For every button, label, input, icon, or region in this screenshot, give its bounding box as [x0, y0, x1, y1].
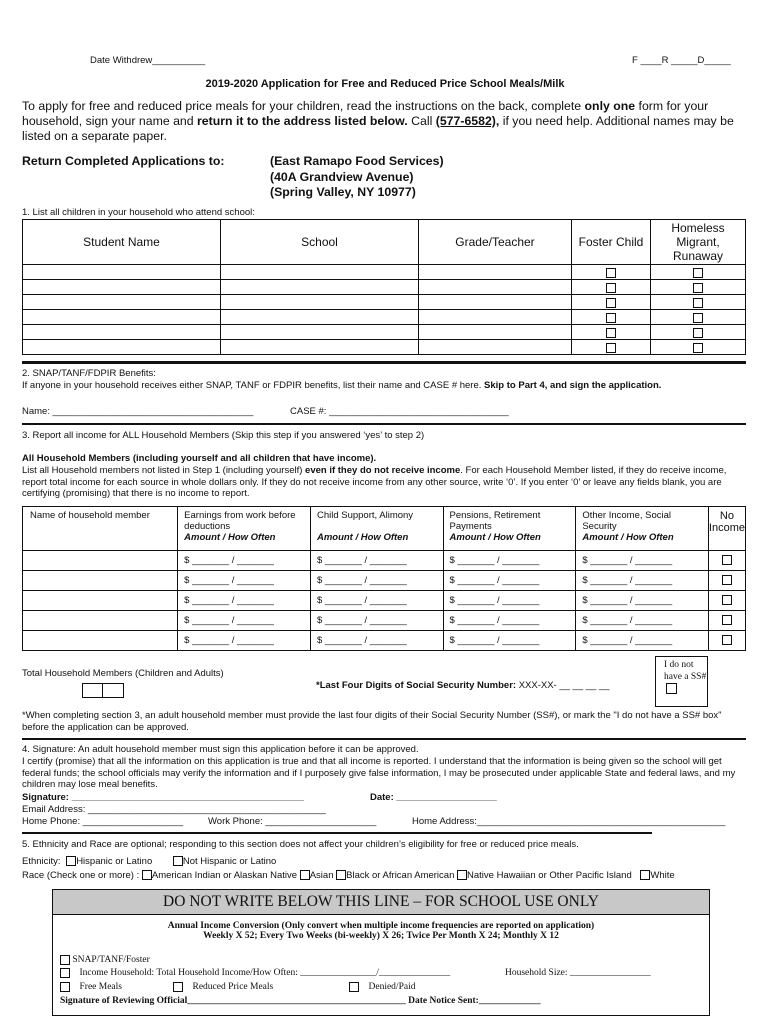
office-use-box: [52, 889, 710, 1016]
income-amount-cell[interactable]: $ _______ / _______: [310, 551, 443, 571]
denied-row: [349, 982, 415, 992]
race-option: American Indian or Alaskan Native: [151, 870, 298, 881]
student-row: [23, 265, 746, 280]
section-divider: [22, 361, 746, 364]
col-member-name: Name of household member: [23, 507, 178, 551]
ssn-value: XXX-XX- __ __ __ __: [516, 680, 610, 691]
income-amount-cell[interactable]: $ _______ / _______: [310, 591, 443, 611]
ethnicity-option: Not Hispanic or Latino: [182, 856, 277, 867]
section-divider: [22, 832, 652, 834]
no-income-cell: [708, 551, 745, 571]
step5-label: 5. Ethnicity and Race are optional; responding to this section does not affect your children’s eligibility for free or reduced price meals.: [22, 839, 579, 850]
col-title: Earnings from work before deductions: [184, 510, 296, 532]
snap-row: [60, 955, 150, 965]
checkbox[interactable]: [457, 870, 467, 880]
conversion-formula: Weekly X 52; Every Two Weeks (bi-weekly) X 26; Twice Per Month X 24; Monthly X 12: [203, 931, 559, 941]
checkbox[interactable]: [606, 328, 616, 338]
return-address-line: (Spring Valley, NY 10977): [270, 185, 416, 199]
col-subtitle: Amount / How Often: [582, 532, 674, 543]
conversion-note: Annual Income Conversion (Only convert when multiple income frequencies are reported on application): [167, 921, 595, 931]
checkbox[interactable]: [60, 968, 70, 978]
ssn-field[interactable]: [316, 680, 610, 691]
income-row: [23, 611, 746, 631]
checkbox[interactable]: [300, 870, 310, 880]
return-address-line: (East Ramapo Food Services): [270, 154, 444, 168]
member-name-cell[interactable]: [23, 611, 178, 631]
section-divider: [22, 738, 746, 740]
no-income-cell: [708, 611, 745, 631]
income-household-label: Income Household: Total Household Income/How Often: ________________/_______________: [79, 968, 451, 979]
grade-teacher-cell[interactable]: [419, 280, 572, 295]
grade-teacher-cell[interactable]: [419, 340, 572, 355]
student-row: [23, 310, 746, 325]
office-use-banner: DO NOT WRITE BELOW THIS LINE – FOR SCHOOL USE ONLY: [53, 890, 709, 915]
checkbox[interactable]: [640, 870, 650, 880]
checkbox[interactable]: [693, 268, 703, 278]
col-title: Other Income, Social Security: [582, 510, 672, 532]
checkbox[interactable]: [693, 343, 703, 353]
student-row: [23, 280, 746, 295]
reviewing-official-field[interactable]: Signature of Reviewing Official______________________________________________ Date Notice Sent:_____________: [60, 996, 541, 1006]
race-label: Race (Check one or more) :: [22, 870, 140, 881]
member-name-cell[interactable]: [23, 591, 178, 611]
step3-text: List all Household members not listed in Step 1 (including yourself): [22, 465, 306, 476]
checkbox[interactable]: [722, 595, 732, 605]
ethnicity-label: Ethnicity:: [22, 856, 61, 867]
no-ssn-label: I do not have a SS#: [664, 660, 707, 682]
no-ssn-checkbox[interactable]: [666, 683, 677, 694]
step1-label: 1. List all children in your household who attend school:: [22, 207, 255, 218]
grade-teacher-cell[interactable]: [419, 265, 572, 280]
col-pensions: [443, 507, 576, 551]
work-phone-field[interactable]: Work Phone: _____________________: [208, 816, 377, 827]
checkbox[interactable]: [66, 856, 76, 866]
race-option: Black or African American: [346, 870, 455, 881]
return-label: Return Completed Applications to:: [22, 154, 225, 168]
member-name-cell[interactable]: [23, 551, 178, 571]
col-earnings: [178, 507, 311, 551]
foster-cell: [572, 325, 651, 340]
intro-paragraph: [22, 99, 748, 144]
foster-cell: [572, 310, 651, 325]
member-name-cell[interactable]: [23, 631, 178, 651]
col-foster-child: Foster Child: [572, 220, 651, 265]
checkbox[interactable]: [606, 343, 616, 353]
step2-text: [22, 380, 661, 391]
step3-instructions: [22, 465, 748, 500]
col-homeless: Homeless Migrant, Runaway: [651, 220, 746, 265]
intro-text: form for your household, sign your name and: [22, 99, 709, 128]
school-cell[interactable]: [221, 295, 419, 310]
income-row: [23, 631, 746, 651]
school-cell[interactable]: [221, 280, 419, 295]
checkbox[interactable]: [336, 870, 346, 880]
ssn-footnote: *When completing section 3, an adult household member must provide the last four digits of their Social Security Number (SS#), or mark the "I do not have a SS# box" before the application can be approved.: [22, 710, 722, 733]
ethnicity-option: Hispanic or Latino: [76, 856, 153, 867]
income-amount-cell[interactable]: $ _______ / _______: [310, 631, 443, 651]
homeless-cell: [651, 295, 746, 310]
intro-text: To apply for free and reduced price meals for your children, read the instructions on the back, complete: [22, 99, 585, 113]
income-row: [23, 571, 746, 591]
income-household-row: [60, 968, 450, 978]
students-body: [23, 265, 746, 355]
income-amount-cell[interactable]: $ _______ / _______: [178, 591, 311, 611]
income-row: [23, 591, 746, 611]
students-table: [22, 219, 746, 355]
intro-bold-text: only one: [584, 99, 636, 113]
intro-bold-text: return it to the address listed below.: [197, 114, 408, 128]
checkbox[interactable]: [606, 283, 616, 293]
date-field[interactable]: Date: ___________________: [370, 792, 497, 803]
step4-label: 4. Signature: An adult household member must sign this application before it can be approved.: [22, 744, 419, 755]
checkbox[interactable]: [173, 856, 183, 866]
income-amount-cell[interactable]: $ _______ / _______: [576, 631, 709, 651]
checkbox[interactable]: [722, 575, 732, 585]
homeless-cell: [651, 325, 746, 340]
step2-skip-note: Skip to Part 4, and sign the application.: [484, 380, 662, 391]
income-amount-cell[interactable]: $ _______ / _______: [443, 611, 576, 631]
income-amount-cell[interactable]: $ _______ / _______: [310, 571, 443, 591]
checkbox[interactable]: [349, 982, 359, 992]
race-row: [22, 870, 675, 881]
no-income-cell: [708, 591, 745, 611]
homeless-cell: [651, 280, 746, 295]
foster-cell: [572, 280, 651, 295]
section-divider: [22, 423, 746, 425]
income-header-row: [23, 507, 746, 551]
help-phone-number: (577-6582),: [435, 114, 500, 128]
col-other-income: [576, 507, 709, 551]
student-row: [23, 340, 746, 355]
checkbox[interactable]: [606, 313, 616, 323]
student-row: [23, 295, 746, 310]
income-amount-cell[interactable]: $ _______ / _______: [576, 571, 709, 591]
col-subtitle: Amount / How Often: [316, 532, 409, 543]
checkbox[interactable]: [606, 268, 616, 278]
checkbox[interactable]: [693, 298, 703, 308]
col-title: Pensions, Retirement Payments: [449, 510, 541, 532]
checkbox[interactable]: [693, 328, 703, 338]
col-subtitle: Amount / How Often: [449, 532, 541, 543]
student-name-cell[interactable]: [23, 295, 221, 310]
member-name-cell[interactable]: [23, 571, 178, 591]
checkbox[interactable]: [693, 313, 703, 323]
home-phone-field[interactable]: Home Phone: ___________________: [22, 816, 184, 827]
return-address-line: (40A Grandview Avenue): [270, 169, 414, 184]
foster-cell: [572, 295, 651, 310]
ssn-label: *Last Four Digits of Social Security Number:: [316, 680, 517, 691]
snap-case-field[interactable]: CASE #: __________________________________: [290, 406, 509, 417]
checkbox[interactable]: [173, 982, 183, 992]
foster-cell: [572, 265, 651, 280]
foster-cell: [572, 340, 651, 355]
income-table: [22, 506, 746, 651]
checkbox[interactable]: [60, 955, 70, 965]
home-address-field[interactable]: Home Address:_______________________________________________: [412, 816, 726, 827]
student-name-cell[interactable]: [23, 325, 221, 340]
no-ssn-box[interactable]: [655, 656, 708, 707]
total-members-label: Total Household Members (Children and Adults): [22, 668, 224, 679]
income-amount-cell[interactable]: $ _______ / _______: [178, 631, 311, 651]
date-withdrew-field[interactable]: Date Withdrew__________: [90, 55, 206, 66]
col-child-support: [310, 507, 443, 551]
student-name-cell[interactable]: [23, 265, 221, 280]
step2-title: 2. SNAP/TANF/FDPIR Benefits:: [22, 368, 156, 379]
snap-label: SNAP/TANF/Foster: [72, 955, 150, 966]
homeless-cell: [651, 265, 746, 280]
grade-teacher-cell[interactable]: [419, 310, 572, 325]
income-amount-cell[interactable]: $ _______ / _______: [443, 551, 576, 571]
page-title: 2019-2020 Application for Free and Reduced Price School Meals/Milk: [205, 78, 565, 90]
student-name-cell[interactable]: [23, 310, 221, 325]
income-amount-cell[interactable]: $ _______ / _______: [576, 611, 709, 631]
income-row: [23, 551, 746, 571]
school-cell[interactable]: [221, 265, 419, 280]
income-amount-cell[interactable]: $ _______ / _______: [443, 631, 576, 651]
homeless-cell: [651, 340, 746, 355]
checkbox[interactable]: [606, 298, 616, 308]
income-amount-cell[interactable]: $ _______ / _______: [310, 611, 443, 631]
step3-text: . For each Household Member listed, if they do receive income, report total income for each source in whole dollars only. If they do not receive income from any other source, write ‘0’. If you enter ‘0’ or leave any fields blank, you are certifying (promising) that there is no income to report.: [22, 465, 727, 499]
no-income-cell: [708, 631, 745, 651]
income-amount-cell[interactable]: $ _______ / _______: [576, 551, 709, 571]
checkbox[interactable]: [722, 555, 732, 565]
school-cell[interactable]: [221, 310, 419, 325]
intro-text: if you need help. Additional names may be listed on a separate paper.: [22, 114, 734, 143]
student-name-cell[interactable]: [23, 340, 221, 355]
step3-label: 3. Report all income for ALL Household Members (Skip this step if you answered ‘yes’ to step 2): [22, 430, 425, 441]
signature-field[interactable]: Signature: ____________________________________________: [22, 792, 305, 803]
income-amount-cell[interactable]: $ _______ / _______: [576, 591, 709, 611]
denied-label: Denied/Paid: [368, 982, 416, 993]
total-members-input[interactable]: [82, 683, 124, 698]
grade-teacher-cell[interactable]: [419, 325, 572, 340]
step3-bold-text: even if they do not receive income: [305, 465, 461, 476]
race-option: Native Hawaiian or Other Pacific Island: [467, 870, 632, 881]
household-size-field[interactable]: Household Size: _________________: [505, 968, 651, 978]
checkbox[interactable]: [693, 283, 703, 293]
col-student-name: Student Name: [23, 220, 221, 265]
col-subtitle: Amount / How Often: [184, 532, 276, 543]
return-address: [270, 154, 444, 201]
grade-teacher-cell[interactable]: [419, 295, 572, 310]
school-cell[interactable]: [221, 340, 419, 355]
race-option: Asian: [309, 870, 334, 881]
student-name-cell[interactable]: [23, 280, 221, 295]
free-meals-row: [60, 982, 122, 992]
income-amount-cell[interactable]: $ _______ / _______: [178, 551, 311, 571]
col-no-income: No Income: [708, 507, 745, 551]
checkbox[interactable]: [722, 615, 732, 625]
frd-field[interactable]: F ____R _____D_____: [632, 55, 731, 66]
free-meals-label: Free Meals: [79, 982, 122, 993]
income-amount-cell[interactable]: $ _______ / _______: [178, 571, 311, 591]
certification-text: I certify (promise) that all the information on this application is true and that all income is reported. I understand that the information is being given so the school will get federal funds; the school officials may verify the information and if I purposely give false information, I may be prosecuted under applicable State and federal laws, and my children may lose meal benefits.: [22, 756, 736, 790]
email-field[interactable]: Email Address: _____________________________________________: [22, 804, 326, 815]
school-cell[interactable]: [221, 325, 419, 340]
income-amount-cell[interactable]: $ _______ / _______: [443, 571, 576, 591]
student-row: [23, 325, 746, 340]
step2-instruction: If anyone in your household receives either SNAP, TANF or FDPIR benefits, list their name and CASE # here.: [22, 380, 485, 391]
income-body: [23, 551, 746, 651]
income-amount-cell[interactable]: $ _______ / _______: [443, 591, 576, 611]
step3-title: All Household Members (including yourself and all children that have income).: [22, 453, 377, 464]
col-title: Child Support, Alimony: [316, 510, 414, 521]
students-header-row: [23, 220, 746, 265]
intro-text: Call: [407, 114, 436, 128]
no-income-cell: [708, 571, 745, 591]
checkbox[interactable]: [60, 982, 70, 992]
ethnicity-row: [22, 856, 276, 867]
checkbox[interactable]: [142, 870, 152, 880]
homeless-cell: [651, 310, 746, 325]
reduced-meals-label: Reduced Price Meals: [192, 982, 274, 993]
col-grade-teacher: Grade/Teacher: [419, 220, 572, 265]
race-option: White: [650, 870, 675, 881]
checkbox[interactable]: [722, 635, 732, 645]
col-school: School: [221, 220, 419, 265]
reduced-meals-row: [173, 982, 273, 992]
snap-name-field[interactable]: Name: ______________________________________: [22, 406, 254, 417]
income-amount-cell[interactable]: $ _______ / _______: [178, 611, 311, 631]
